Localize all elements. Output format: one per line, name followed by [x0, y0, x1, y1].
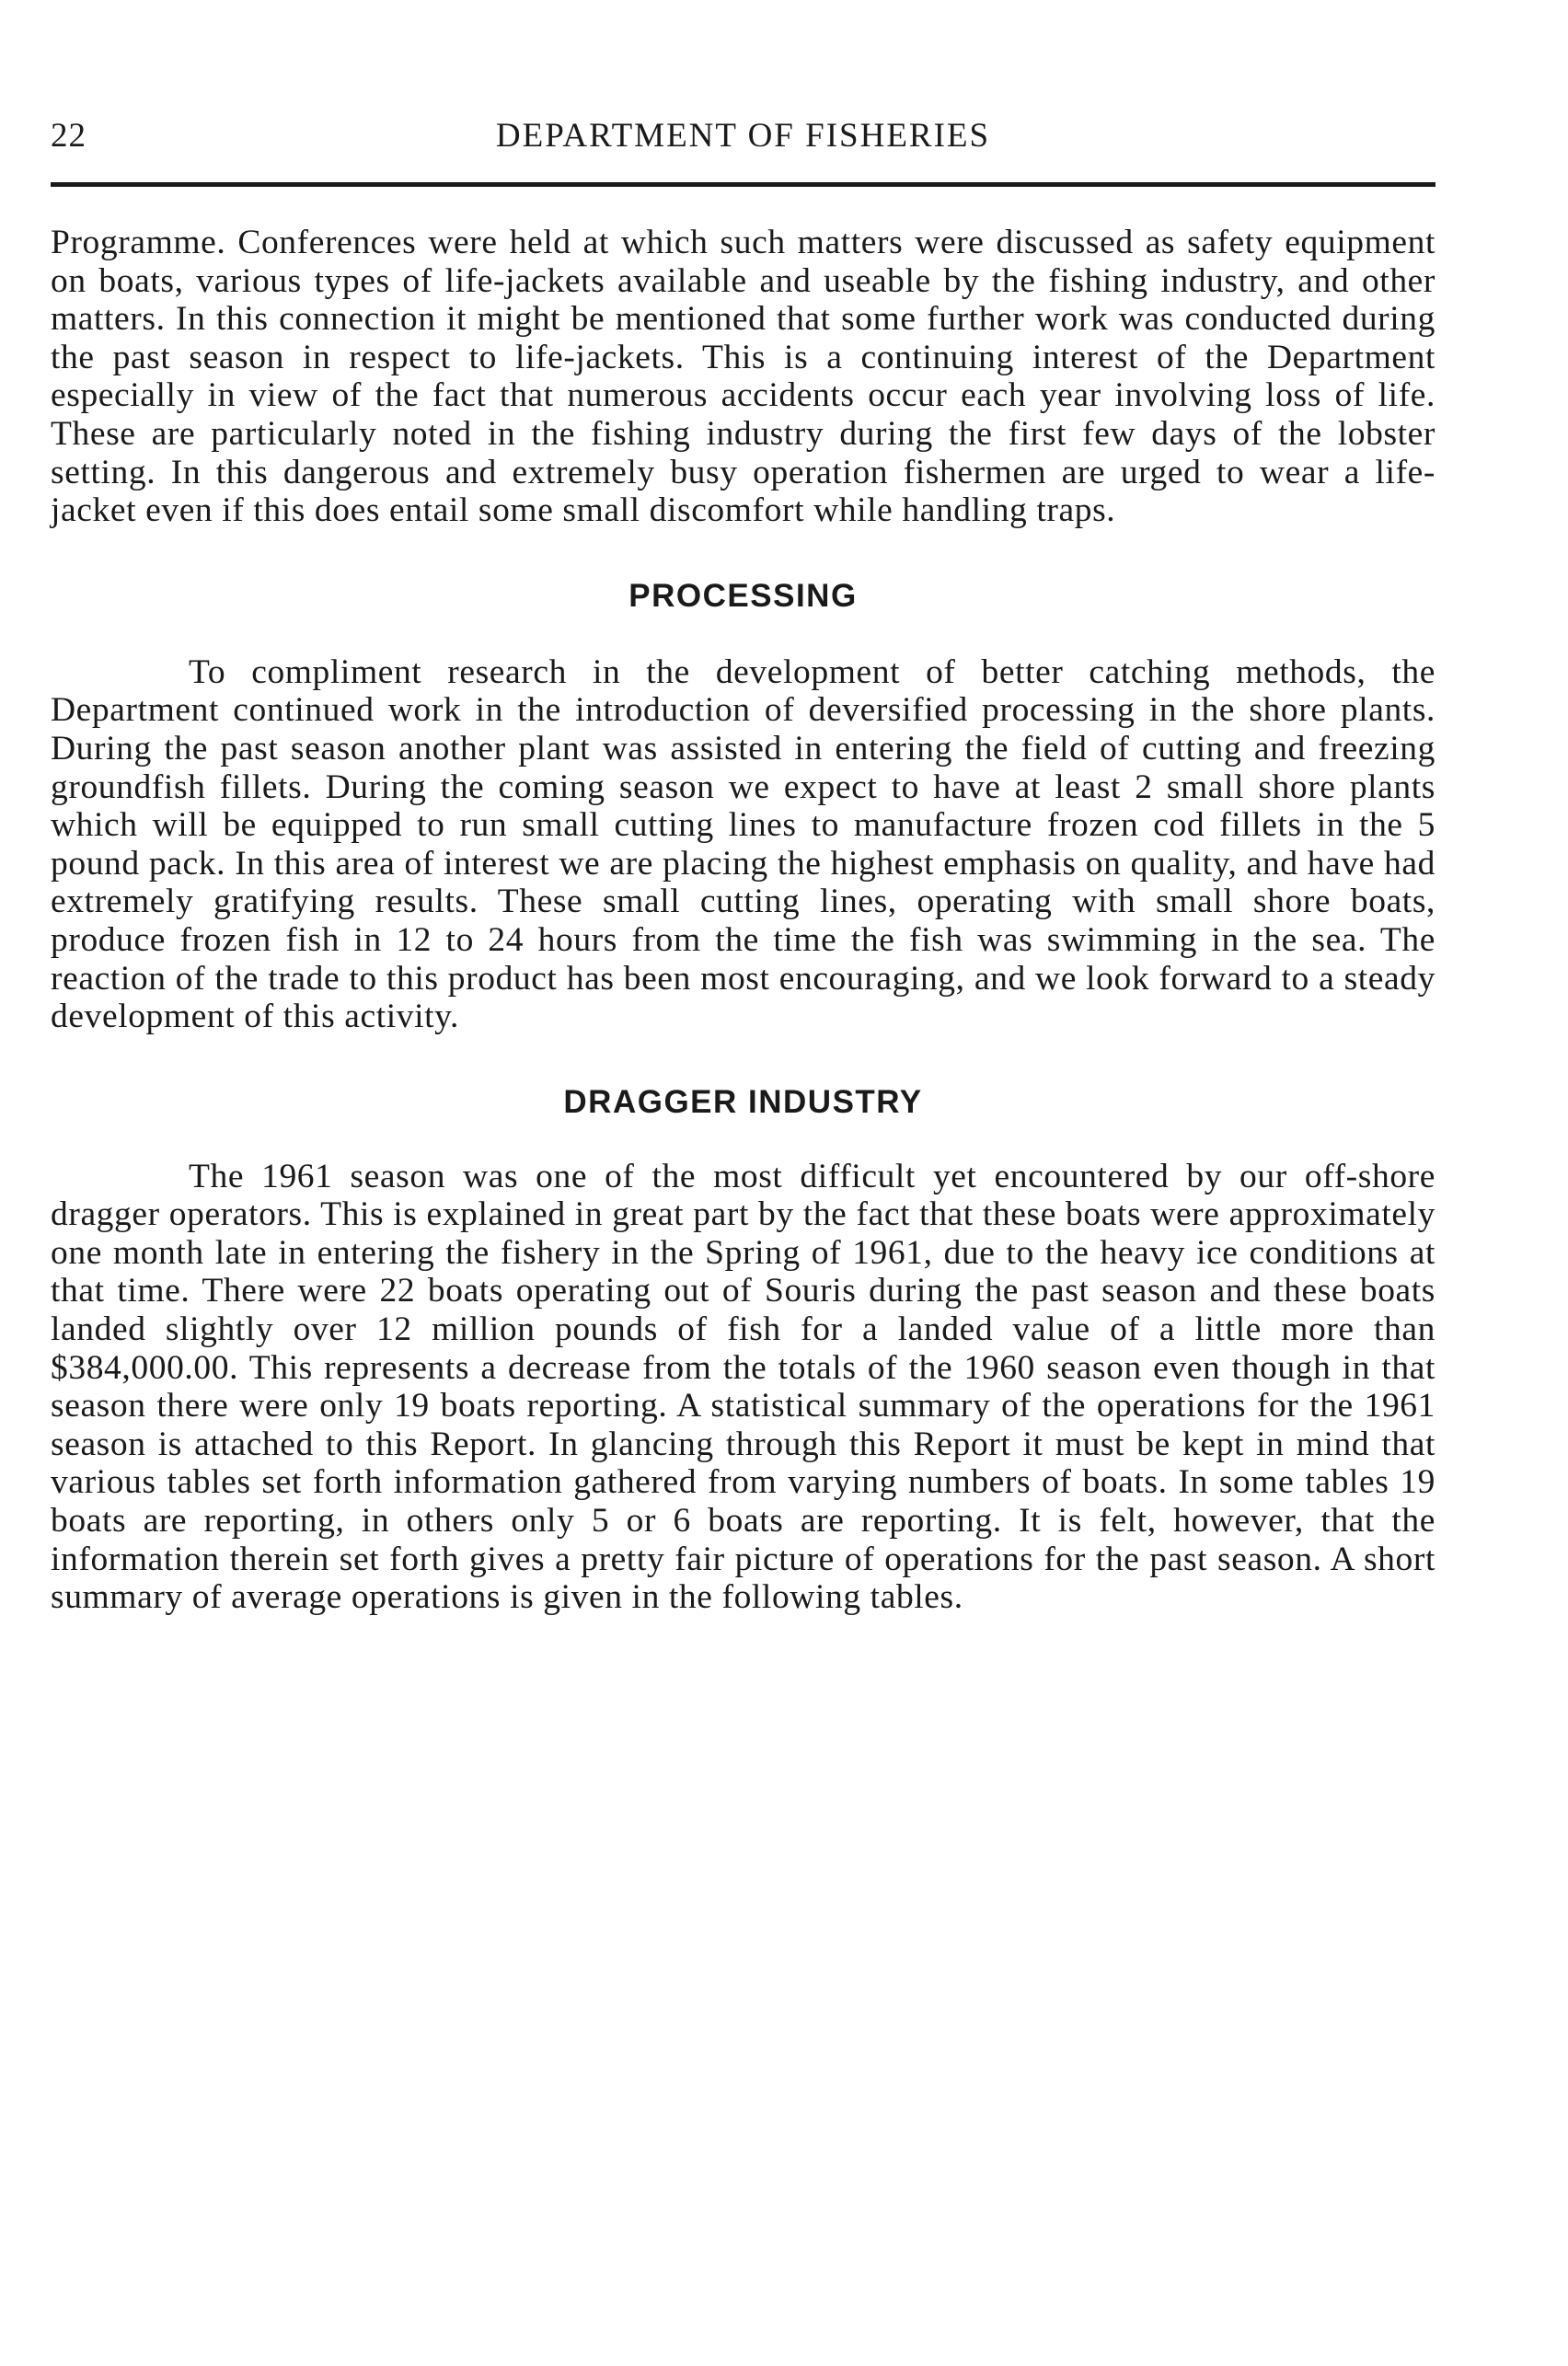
dragger-industry-paragraph: The 1961 season was one of the most difficult yet encountered by our off-shore dragger operators. This is explained in great part by the fact that these boats were approximately one month late in entering the fishery in the Spring of 1961, due to the heavy ice conditions at that time. There were 22 boats operating out of Souris during the past season and these boats landed slightly over 12 million pounds of fish for a landed value of a little more than $384,000.00. This represents a decrease from the totals of the 1960 season even though in that season there were only 19 boats reporting. A statistical summary of the operations for the 1961 season is attached to this Report. In glancing through this Report it must be kept in mind that various tables set forth information gathered from varying numbers of boats. In some tables 19 boats are reporting, in others only 5 or 6 boats are reporting. It is felt, however, that the information therein set forth gives a pretty fair picture of operations for the past season. A short summary of average operations is given in the following tables.	[51, 1157, 1435, 1617]
section-heading-processing: PROCESSING	[628, 577, 858, 614]
running-title: DEPARTMENT OF FISHERIES	[495, 117, 991, 155]
header-rule	[51, 182, 1435, 187]
document-page	[51, 110, 1435, 1617]
page-number: 22	[51, 117, 86, 155]
processing-paragraph: To compliment research in the development of better catching methods, the Department continued work in the introduction of deversified processing in the shore plants. During the past season another plant was assisted in entering the field of cutting and freezing groundfish fillets. During the coming season we expect to have at least 2 small shore plants which will be equipped to run small cutting lines to manufacture frozen cod fillets in the 5 pound pack. In this area of interest we are placing the highest emphasis on quality, and have had extremely gratifying results. These small cutting lines, operating with small shore boats, produce frozen fish in 12 to 24 hours from the time the fish was swimming in the sea. The reaction of the trade to this product has been most encouraging, and we look forward to a steady development of this activity.	[51, 652, 1435, 1036]
running-header	[51, 110, 1435, 162]
section-heading-dragger-industry: DRAGGER INDUSTRY	[563, 1083, 923, 1120]
intro-paragraph: Programme. Conferences were held at which such matters were discussed as safety equipment on boats, various types of life-jackets available and useable by the fishing industry, and other matters. In this connection it might be mentioned that some further work was conducted during the past season in respect to life-jackets. This is a continuing interest of the Department especially in view of the fact that numerous accidents occur each year involving loss of life. These are particularly noted in the fishing industry during the first few days of the lobster setting. In this dangerous and extremely busy operation fishermen are urged to wear a life-jacket even if this does entail some small discomfort while handling traps.	[51, 224, 1435, 530]
